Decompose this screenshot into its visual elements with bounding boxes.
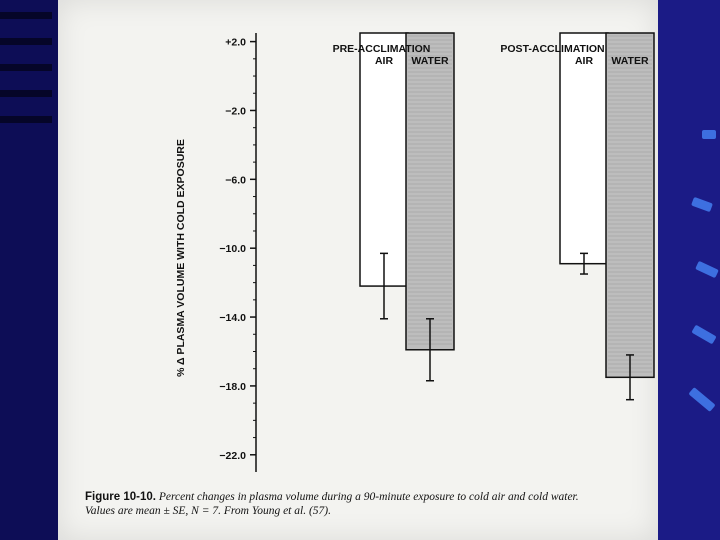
decorative-mark: [702, 130, 716, 139]
decorative-mark: [691, 197, 713, 212]
left-frame-strip: [0, 0, 58, 540]
bar-label: AIR: [574, 55, 594, 67]
left-frame-bar: [0, 64, 52, 71]
y-ticks: [219, 37, 256, 462]
bar-label: AIR: [374, 55, 394, 67]
y-tick-label: −6.0: [225, 174, 246, 187]
figure-caption: [85, 490, 605, 518]
y-tick-label: −10.0: [219, 243, 246, 256]
group-label: PRE-ACCLIMATION: [332, 43, 431, 55]
left-frame-bar: [0, 38, 52, 45]
y-tick-label: −22.0: [219, 449, 246, 462]
bar-water: [606, 33, 654, 377]
decorative-mark: [695, 261, 719, 278]
left-frame-bar: [0, 116, 52, 123]
y-tick-label: −2.0: [225, 105, 246, 118]
bar-air: [360, 33, 408, 286]
bars-layer: [300, 33, 654, 400]
bar-water: [406, 33, 454, 350]
bar-air: [560, 33, 608, 264]
plasma-volume-chart: [58, 0, 658, 490]
left-frame-bar: [0, 90, 52, 97]
y-tick-label: −14.0: [219, 312, 246, 325]
decorative-mark: [691, 325, 716, 345]
right-frame-strip: [658, 0, 720, 540]
y-axis-label: % Δ PLASMA VOLUME WITH COLD EXPOSURE: [175, 139, 187, 377]
left-frame-bar: [0, 12, 52, 19]
y-tick-label: −18.0: [219, 380, 246, 393]
decorative-mark: [688, 387, 715, 412]
y-tick-label: +2.0: [225, 36, 246, 49]
bar-label: WATER: [611, 55, 649, 67]
caption-text: Percent changes in plasma volume during a 90-minute exposure to cold air and cold water. Values are mean ± SE, N = 7. From Young et al. (57).: [85, 491, 579, 517]
group-label: POST-ACCLIMATION: [500, 43, 605, 55]
figure-label: Figure 10-10.: [85, 491, 156, 503]
bar-label: WATER: [411, 55, 449, 67]
